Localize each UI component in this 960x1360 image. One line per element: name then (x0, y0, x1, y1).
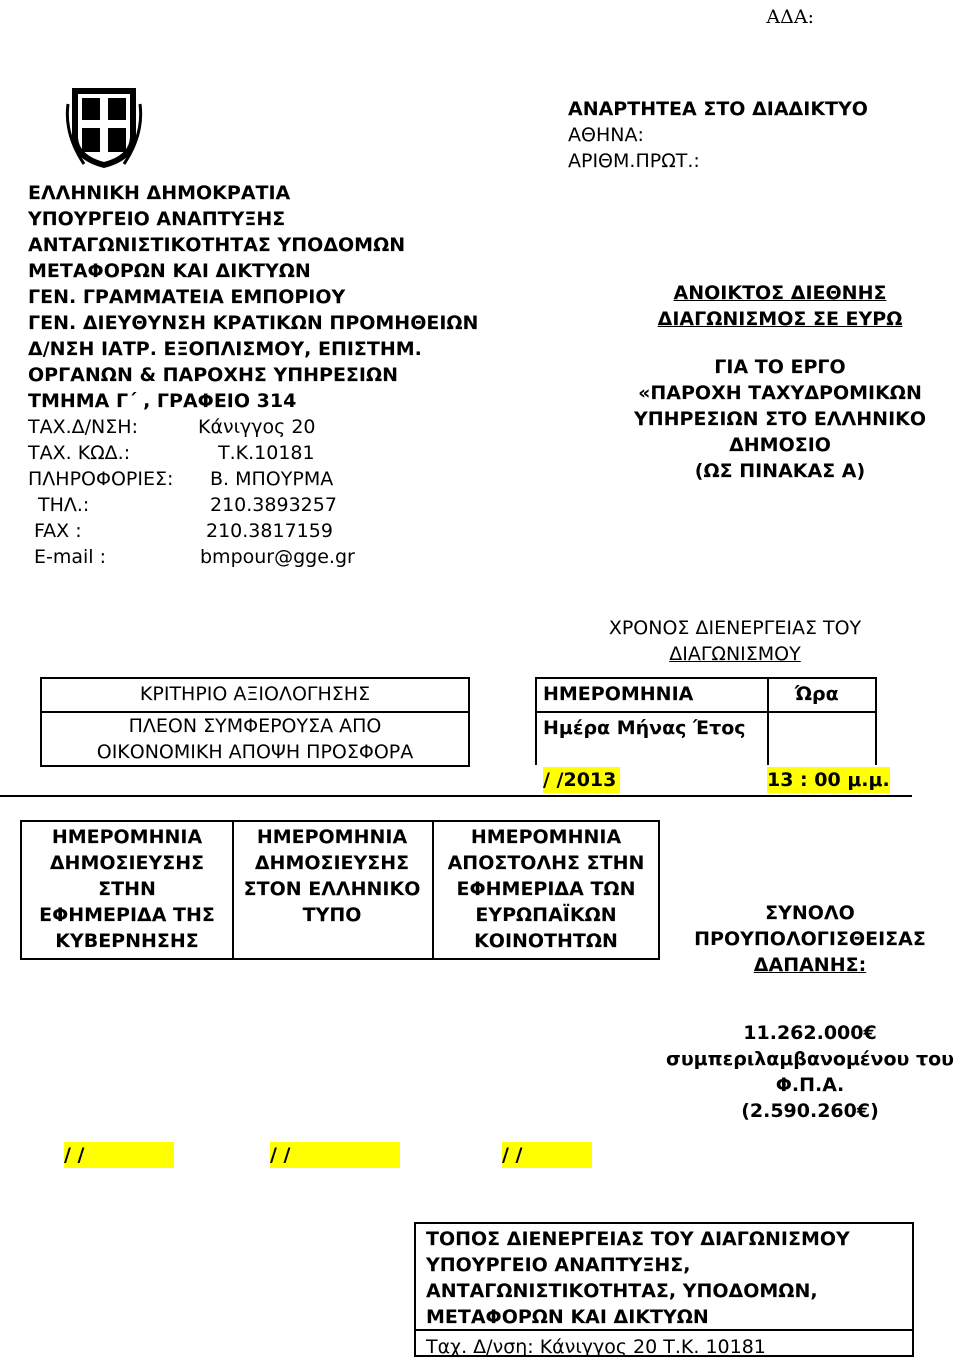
contact-row (28, 466, 478, 492)
venue-line: ΥΠΟΥΡΓΕΙΟ ΑΝΑΠΤΥΞΗΣ, (426, 1254, 691, 1276)
authority-line: Δ/ΝΣΗ ΙΑΤΡ. ΕΞΟΠΛΙΣΜΟΥ, ΕΠΙΣΤΗΜ. (28, 338, 422, 360)
email-value: bmpour@gge.gr (200, 546, 355, 568)
venue-line: ΑΝΤΑΓΩΝΙΣΤΙΚΟΤΗΤΑΣ, ΥΠΟΔΟΜΩΝ, (426, 1280, 818, 1302)
contact-value: Β. ΜΠΟΥΡΜΑ (210, 468, 334, 490)
authority-line: ΥΠΟΥΡΓΕΙΟ ΑΝΑΠΤΥΞΗΣ (28, 208, 286, 230)
tender-date-value: / /2013 (543, 767, 620, 793)
time-label: Ώρα (795, 683, 839, 705)
authority-line: ΕΛΛΗΝΙΚΗ ΔΗΜΟΚΡΑΤΙΑ (28, 182, 291, 204)
gazette-date-value: / / (64, 1142, 174, 1168)
venue-line: ΜΕΤΑΦΟΡΩΝ ΚΑΙ ΔΙΚΤΥΩΝ (426, 1306, 709, 1328)
ada-label: ΑΔΑ: (766, 6, 814, 28)
tender-subject-line: ΥΠΗΡΕΣΙΩΝ ΣΤΟ ΕΛΛΗΝΙΚΟ (633, 408, 927, 430)
criterion-line: ΟΙΚΟΝΟΜΙΚΗ ΑΠΟΨΗ ΠΡΟΣΦΟΡΑ (96, 741, 414, 763)
venue-box (414, 1222, 914, 1357)
authority-line: ΜΕΤΑΦΟΡΩΝ ΚΑΙ ΔΙΚΤΥΩΝ (28, 260, 311, 282)
contact-label: FAX : (34, 520, 82, 542)
authority-line: ΓΕΝ. ΔΙΕΥΘΥΝΣΗ ΚΡΑΤΙΚΩΝ ΠΡΟΜΗΘΕΙΩΝ (28, 312, 479, 334)
authority-line: ΤΜΗΜΑ Γ΄ , ΓΡΑΦΕΙΟ 314 (28, 390, 297, 412)
contact-row (28, 414, 478, 440)
tender-subject-line: ΓΙΑ ΤΟ ΕΡΓΟ (714, 356, 846, 378)
gazette-publication-header: ΗΜΕΡΟΜΗΝΙΑ ΔΗΜΟΣΙΕΥΣΗΣ ΣΤΗΝ ΕΦΗΜΕΡΙΔΑ ΤΗΣ ΚΥΒΕΡΝΗΣΗΣ (39, 826, 215, 952)
budget-block (660, 900, 960, 1124)
contact-label: ΤΗΛ.: (38, 494, 90, 516)
city-field: ΑΘΗΝΑ: (568, 124, 644, 146)
tender-title-block (590, 280, 960, 484)
contact-value: Τ.Κ.10181 (218, 442, 315, 464)
authority-line: ΓΕΝ. ΓΡΑΜΜΑΤΕΙΑ ΕΜΠΟΡΙΟΥ (28, 286, 346, 308)
budget-vat-note: συμπεριλαμβανομένου του (666, 1048, 954, 1070)
posting-info-block (568, 96, 868, 174)
contact-label: E-mail : (34, 546, 107, 568)
greek-press-publication-header: ΗΜΕΡΟΜΗΝΙΑ ΔΗΜΟΣΙΕΥΣΗΣ ΣΤΟΝ ΕΛΛΗΝΙΚΟ ΤΥΠΟ (243, 826, 421, 926)
tender-subject-line: ΔΗΜΟΣΙΟ (729, 434, 831, 456)
schedule-header-line: ΧΡΟΝΟΣ ΔΙΕΝΕΡΓΕΙΑΣ ΤΟΥ (608, 617, 862, 639)
venue-line: ΤΟΠΟΣ ΔΙΕΝΕΡΓΕΙΑΣ ΤΟΥ ΔΙΑΓΩΝΙΣΜΟΥ (426, 1228, 850, 1250)
contact-label: ΤΑΧ.Δ/ΝΣΗ: (28, 416, 138, 438)
issuing-authority-block (28, 180, 478, 570)
publication-dates-table (20, 820, 660, 960)
tender-type-line: ΔΙΑΓΩΝΙΣΜΟΣ ΣΕ ΕΥΡΩ (657, 308, 903, 330)
date-label: ΗΜΕΡΟΜΗΝΙΑ (543, 683, 694, 705)
contact-value: 210.3893257 (210, 494, 337, 516)
protocol-number-field: ΑΡΙΘΜ.ΠΡΩΤ.: (568, 150, 700, 172)
greek-press-date-value: / / (270, 1142, 400, 1168)
tender-type-line: ΑΝΟΙΚΤΟΣ ΔΙΕΘΝΗΣ (673, 282, 887, 304)
eu-journal-dispatch-header: ΗΜΕΡΟΜΗΝΙΑ ΑΠΟΣΤΟΛΗΣ ΣΤΗΝ ΕΦΗΜΕΡΙΔΑ ΤΩΝ ΕΥΡΩΠΑΪΚΩΝ ΚΟΙΝΟΤΗΤΩΝ (447, 826, 645, 952)
posting-title: ΑΝΑΡΤΗΤΕΑ ΣΤΟ ΔΙΑΔΙΚΤΥΟ (568, 98, 868, 120)
budget-label-line: ΠΡΟΥΠΟΛΟΓΙΣΘΕΙΣΑΣ (694, 928, 926, 950)
schedule-header (590, 615, 880, 667)
date-time-box (535, 677, 877, 765)
contact-row (28, 544, 478, 570)
evaluation-criterion-box (40, 677, 470, 767)
authority-line: ΟΡΓΑΝΩΝ & ΠΑΡΟΧΗΣ ΥΠΗΡΕΣΙΩΝ (28, 364, 399, 386)
budget-label-line: ΔΑΠΑΝΗΣ: (753, 954, 867, 976)
criterion-header: ΚΡΙΤΗΡΙΟ ΑΞΙΟΛΟΓΗΣΗΣ (139, 683, 371, 705)
tender-subject-line: «ΠΑΡΟΧΗ ΤΑΧΥΔΡΟΜΙΚΩΝ (638, 382, 922, 404)
contact-value: Κάνιγγος 20 (198, 416, 316, 438)
criterion-line: ΠΛΕΟΝ ΣΥΜΦΕΡΟΥΣΑ ΑΠΟ (128, 715, 382, 737)
contact-row (28, 492, 478, 518)
contact-value: 210.3817159 (206, 520, 333, 542)
eu-journal-date-value: / / (502, 1142, 592, 1168)
greek-coat-of-arms-emblem (64, 84, 144, 170)
tender-time-value: 13 : 00 μ.μ. (767, 769, 890, 791)
budget-label-line: ΣΥΝΟΛΟ (765, 902, 855, 924)
schedule-header-line: ΔΙΑΓΩΝΙΣΜΟΥ (669, 643, 801, 665)
contact-label: ΠΛΗΡΟΦΟΡΙΕΣ: (28, 468, 174, 490)
budget-amount: 11.262.000€ (743, 1022, 877, 1044)
divider (0, 795, 912, 797)
authority-line: ΑΝΤΑΓΩΝΙΣΤΙΚΟΤΗΤΑΣ ΥΠΟΔΟΜΩΝ (28, 234, 406, 256)
date-format-label: Ημέρα Μήνας Έτος (543, 717, 746, 739)
contact-row (28, 518, 478, 544)
date-time-values (535, 765, 915, 795)
budget-vat-note: Φ.Π.Α. (775, 1074, 845, 1096)
contact-label: ΤΑΧ. ΚΩΔ.: (28, 442, 131, 464)
tender-subject-line: (ΩΣ ΠΙΝΑΚΑΣ Α) (694, 460, 866, 482)
venue-address: Ταχ. Δ/νση: Κάνιγγος 20 Τ.Κ. 10181 (426, 1336, 766, 1358)
budget-vat-amount: (2.590.260€) (741, 1100, 879, 1122)
contact-row (28, 440, 478, 466)
